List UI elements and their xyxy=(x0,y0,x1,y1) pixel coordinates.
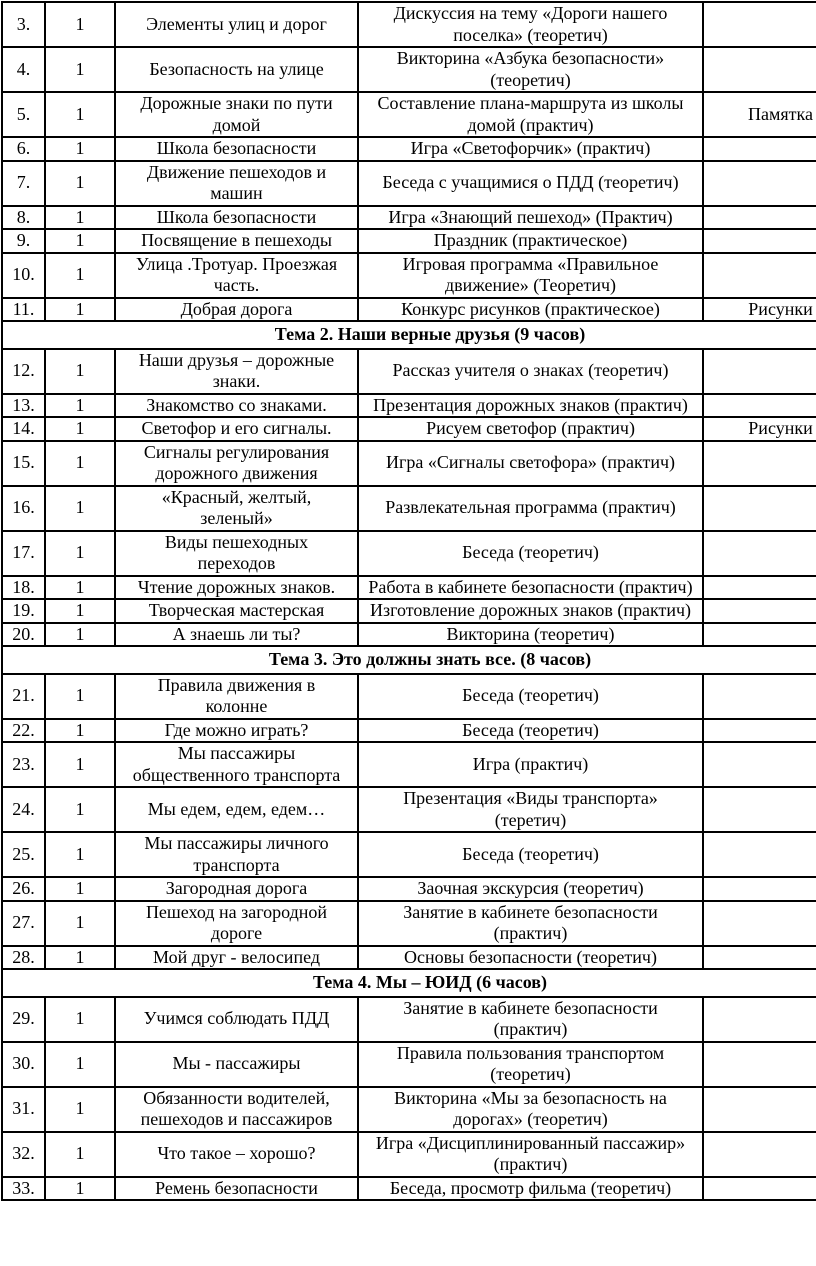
activity-cell: Праздник (практическое) xyxy=(358,229,703,253)
activity-cell: Составление плана-маршрута из школы домой (практич) xyxy=(358,92,703,137)
row-number-cell: 20. xyxy=(2,623,45,647)
note-cell: Рисунки xyxy=(703,298,816,322)
table-row xyxy=(2,417,816,441)
table-row xyxy=(2,1087,816,1132)
row-number-cell: 13. xyxy=(2,394,45,418)
table-row xyxy=(2,742,816,787)
table-row xyxy=(2,901,816,946)
note-cell xyxy=(703,161,816,206)
activity-cell: Рассказ учителя о знаках (теоретич) xyxy=(358,349,703,394)
hours-cell: 1 xyxy=(45,742,115,787)
topic-cell: Элементы улиц и дорог xyxy=(115,2,358,47)
activity-cell: Игра (практич) xyxy=(358,742,703,787)
row-number-cell: 33. xyxy=(2,1177,45,1201)
activity-cell: Изготовление дорожных знаков (практич) xyxy=(358,599,703,623)
row-number-cell: 28. xyxy=(2,946,45,970)
table-row xyxy=(2,137,816,161)
topic-cell: Мы едем, едем, едем… xyxy=(115,787,358,832)
table-row xyxy=(2,877,816,901)
table-row xyxy=(2,349,816,394)
topic-cell: Где можно играть? xyxy=(115,719,358,743)
topic-cell: Мой друг - велосипед xyxy=(115,946,358,970)
activity-cell: Викторина «Мы за безопасность на дорогах» (теоретич) xyxy=(358,1087,703,1132)
hours-cell: 1 xyxy=(45,137,115,161)
table-row xyxy=(2,253,816,298)
table-row xyxy=(2,576,816,600)
activity-cell: Презентация дорожных знаков (практич) xyxy=(358,394,703,418)
hours-cell: 1 xyxy=(45,877,115,901)
theme-header: Тема 4. Мы – ЮИД (6 часов) xyxy=(2,969,816,997)
topic-cell: Посвящение в пешеходы xyxy=(115,229,358,253)
note-cell xyxy=(703,47,816,92)
note-cell xyxy=(703,599,816,623)
row-number-cell: 15. xyxy=(2,441,45,486)
table-row xyxy=(2,623,816,647)
topic-cell: Мы пассажиры общественного транспорта xyxy=(115,742,358,787)
table-row xyxy=(2,229,816,253)
hours-cell: 1 xyxy=(45,719,115,743)
activity-cell: Игра «Знающий пешеход» (Практич) xyxy=(358,206,703,230)
note-cell xyxy=(703,674,816,719)
row-number-cell: 22. xyxy=(2,719,45,743)
activity-cell: Беседа, просмотр фильма (теоретич) xyxy=(358,1177,703,1201)
note-cell xyxy=(703,1042,816,1087)
table-row xyxy=(2,997,816,1042)
note-cell xyxy=(703,1132,816,1177)
activity-cell: Игра «Сигналы светофора» (практич) xyxy=(358,441,703,486)
activity-cell: Игра «Дисциплинированный пассажир» (практич) xyxy=(358,1132,703,1177)
document-page xyxy=(1,1,816,1201)
hours-cell: 1 xyxy=(45,901,115,946)
topic-cell: Мы - пассажиры xyxy=(115,1042,358,1087)
topic-cell: Дорожные знаки по пути домой xyxy=(115,92,358,137)
hours-cell: 1 xyxy=(45,486,115,531)
row-number-cell: 7. xyxy=(2,161,45,206)
table-row xyxy=(2,161,816,206)
row-number-cell: 11. xyxy=(2,298,45,322)
activity-cell: Заочная экскурсия (теоретич) xyxy=(358,877,703,901)
row-number-cell: 19. xyxy=(2,599,45,623)
table-row xyxy=(2,47,816,92)
topic-cell: Творческая мастерская xyxy=(115,599,358,623)
hours-cell: 1 xyxy=(45,229,115,253)
row-number-cell: 24. xyxy=(2,787,45,832)
topic-cell: Обязанности водителей, пешеходов и пассажиров xyxy=(115,1087,358,1132)
activity-cell: Занятие в кабинете безопасности (практич) xyxy=(358,901,703,946)
row-number-cell: 31. xyxy=(2,1087,45,1132)
hours-cell: 1 xyxy=(45,394,115,418)
note-cell xyxy=(703,531,816,576)
hours-cell: 1 xyxy=(45,997,115,1042)
row-number-cell: 5. xyxy=(2,92,45,137)
activity-cell: Занятие в кабинете безопасности (практич) xyxy=(358,997,703,1042)
table-row xyxy=(2,92,816,137)
note-cell xyxy=(703,253,816,298)
hours-cell: 1 xyxy=(45,1132,115,1177)
activity-cell: Развлекательная программа (практич) xyxy=(358,486,703,531)
note-cell xyxy=(703,394,816,418)
row-number-cell: 21. xyxy=(2,674,45,719)
topic-cell: Мы пассажиры личного транспорта xyxy=(115,832,358,877)
topic-cell: А знаешь ли ты? xyxy=(115,623,358,647)
activity-cell: Игровая программа «Правильное движение» (Теоретич) xyxy=(358,253,703,298)
topic-cell: Пешеход на загородной дороге xyxy=(115,901,358,946)
activity-cell: Правила пользования транспортом (теоретич) xyxy=(358,1042,703,1087)
hours-cell: 1 xyxy=(45,832,115,877)
activity-cell: Рисуем светофор (практич) xyxy=(358,417,703,441)
note-cell xyxy=(703,832,816,877)
note-cell xyxy=(703,901,816,946)
topic-cell: Школа безопасности xyxy=(115,137,358,161)
activity-cell: Дискуссия на тему «Дороги нашего поселка» (теоретич) xyxy=(358,2,703,47)
activity-cell: Работа в кабинете безопасности (практич) xyxy=(358,576,703,600)
table-row xyxy=(2,1132,816,1177)
table-row xyxy=(2,599,816,623)
row-number-cell: 9. xyxy=(2,229,45,253)
note-cell xyxy=(703,997,816,1042)
topic-cell: Безопасность на улице xyxy=(115,47,358,92)
table-row xyxy=(2,946,816,970)
hours-cell: 1 xyxy=(45,787,115,832)
hours-cell: 1 xyxy=(45,441,115,486)
row-number-cell: 30. xyxy=(2,1042,45,1087)
hours-cell: 1 xyxy=(45,576,115,600)
hours-cell: 1 xyxy=(45,946,115,970)
topic-cell: Учимся соблюдать ПДД xyxy=(115,997,358,1042)
activity-cell: Конкурс рисунков (практическое) xyxy=(358,298,703,322)
note-cell xyxy=(703,486,816,531)
note-cell xyxy=(703,349,816,394)
row-number-cell: 10. xyxy=(2,253,45,298)
hours-cell: 1 xyxy=(45,349,115,394)
activity-cell: Беседа (теоретич) xyxy=(358,531,703,576)
hours-cell: 1 xyxy=(45,2,115,47)
topic-cell: Добрая дорога xyxy=(115,298,358,322)
row-number-cell: 12. xyxy=(2,349,45,394)
topic-cell: Правила движения в колонне xyxy=(115,674,358,719)
row-number-cell: 6. xyxy=(2,137,45,161)
schedule-table xyxy=(1,1,816,1201)
table-row xyxy=(2,441,816,486)
row-number-cell: 23. xyxy=(2,742,45,787)
table-row xyxy=(2,206,816,230)
note-cell xyxy=(703,441,816,486)
theme-header: Тема 2. Наши верные друзья (9 часов) xyxy=(2,321,816,349)
table-row xyxy=(2,531,816,576)
hours-cell: 1 xyxy=(45,92,115,137)
note-cell xyxy=(703,787,816,832)
topic-cell: Знакомство со знаками. xyxy=(115,394,358,418)
table-row xyxy=(2,719,816,743)
row-number-cell: 32. xyxy=(2,1132,45,1177)
activity-cell: Беседа (теоретич) xyxy=(358,674,703,719)
hours-cell: 1 xyxy=(45,1177,115,1201)
row-number-cell: 4. xyxy=(2,47,45,92)
row-number-cell: 27. xyxy=(2,901,45,946)
topic-cell: Движение пешеходов и машин xyxy=(115,161,358,206)
note-cell xyxy=(703,2,816,47)
hours-cell: 1 xyxy=(45,298,115,322)
table-row xyxy=(2,394,816,418)
theme-row xyxy=(2,646,816,674)
note-cell xyxy=(703,742,816,787)
table-row xyxy=(2,1042,816,1087)
theme-row xyxy=(2,321,816,349)
hours-cell: 1 xyxy=(45,1087,115,1132)
row-number-cell: 26. xyxy=(2,877,45,901)
hours-cell: 1 xyxy=(45,206,115,230)
topic-cell: Наши друзья – дорожные знаки. xyxy=(115,349,358,394)
topic-cell: «Красный, желтый, зеленый» xyxy=(115,486,358,531)
activity-cell: Беседа (теоретич) xyxy=(358,719,703,743)
topic-cell: Школа безопасности xyxy=(115,206,358,230)
hours-cell: 1 xyxy=(45,417,115,441)
row-number-cell: 8. xyxy=(2,206,45,230)
table-row xyxy=(2,787,816,832)
note-cell xyxy=(703,137,816,161)
topic-cell: Ремень безопасности xyxy=(115,1177,358,1201)
note-cell: Памятка xyxy=(703,92,816,137)
note-cell xyxy=(703,1087,816,1132)
table-row xyxy=(2,1177,816,1201)
note-cell xyxy=(703,229,816,253)
table-row xyxy=(2,832,816,877)
note-cell xyxy=(703,576,816,600)
table-row xyxy=(2,298,816,322)
hours-cell: 1 xyxy=(45,623,115,647)
topic-cell: Виды пешеходных переходов xyxy=(115,531,358,576)
activity-cell: Беседа (теоретич) xyxy=(358,832,703,877)
hours-cell: 1 xyxy=(45,599,115,623)
row-number-cell: 14. xyxy=(2,417,45,441)
row-number-cell: 18. xyxy=(2,576,45,600)
topic-cell: Загородная дорога xyxy=(115,877,358,901)
activity-cell: Игра «Светофорчик» (практич) xyxy=(358,137,703,161)
note-cell xyxy=(703,623,816,647)
note-cell: Рисунки xyxy=(703,417,816,441)
hours-cell: 1 xyxy=(45,531,115,576)
hours-cell: 1 xyxy=(45,253,115,298)
theme-header: Тема 3. Это должны знать все. (8 часов) xyxy=(2,646,816,674)
table-row xyxy=(2,2,816,47)
row-number-cell: 25. xyxy=(2,832,45,877)
note-cell xyxy=(703,206,816,230)
hours-cell: 1 xyxy=(45,674,115,719)
topic-cell: Что такое – хорошо? xyxy=(115,1132,358,1177)
schedule-table-body xyxy=(2,2,816,1200)
note-cell xyxy=(703,1177,816,1201)
row-number-cell: 29. xyxy=(2,997,45,1042)
table-row xyxy=(2,674,816,719)
hours-cell: 1 xyxy=(45,47,115,92)
hours-cell: 1 xyxy=(45,161,115,206)
activity-cell: Викторина «Азбука безопасности» (теоретич) xyxy=(358,47,703,92)
topic-cell: Сигналы регулирования дорожного движения xyxy=(115,441,358,486)
activity-cell: Основы безопасности (теоретич) xyxy=(358,946,703,970)
theme-row xyxy=(2,969,816,997)
row-number-cell: 17. xyxy=(2,531,45,576)
row-number-cell: 3. xyxy=(2,2,45,47)
activity-cell: Презентация «Виды транспорта» (теретич) xyxy=(358,787,703,832)
activity-cell: Беседа с учащимися о ПДД (теоретич) xyxy=(358,161,703,206)
hours-cell: 1 xyxy=(45,1042,115,1087)
topic-cell: Светофор и его сигналы. xyxy=(115,417,358,441)
topic-cell: Улица .Тротуар. Проезжая часть. xyxy=(115,253,358,298)
note-cell xyxy=(703,946,816,970)
row-number-cell: 16. xyxy=(2,486,45,531)
table-row xyxy=(2,486,816,531)
note-cell xyxy=(703,877,816,901)
topic-cell: Чтение дорожных знаков. xyxy=(115,576,358,600)
note-cell xyxy=(703,719,816,743)
activity-cell: Викторина (теоретич) xyxy=(358,623,703,647)
